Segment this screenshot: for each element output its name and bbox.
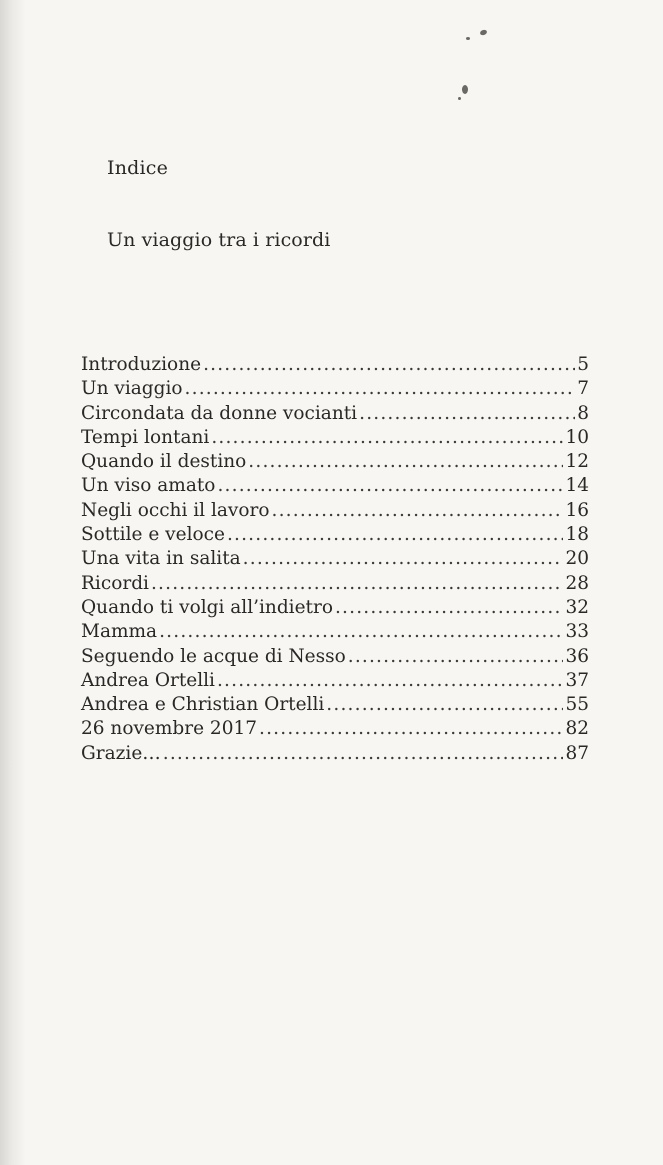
toc-entry-page-number: 12	[565, 451, 589, 473]
toc-dot-leader	[359, 402, 575, 426]
toc-entry-title: Ricordi	[81, 572, 149, 594]
toc-entry-title: Quando il destino	[81, 451, 247, 473]
toc-entry	[81, 499, 589, 523]
toc-dot-leader	[259, 717, 563, 741]
toc-dot-leader	[348, 645, 564, 669]
toc-entry	[81, 353, 589, 377]
toc-entry-page-number: 16	[565, 499, 589, 521]
toc-entry-title: Seguendo le acque di Nesso	[81, 645, 346, 667]
toc-entry	[81, 402, 589, 426]
toc-entry-title: Introduzione	[81, 354, 202, 375]
toc-dot-leader	[151, 572, 564, 596]
toc-entry-page-number: 7	[577, 378, 589, 400]
toc-entry-page-number: 18	[565, 524, 589, 546]
toc-entry-page-number: 28	[565, 572, 589, 594]
toc-entry-page-number: 8	[577, 402, 589, 424]
toc-entry-page-number: 32	[565, 596, 589, 618]
toc-entry-title: Andrea Ortelli	[81, 669, 215, 691]
toc-dot-leader	[159, 620, 563, 644]
toc-dot-leader	[203, 353, 575, 377]
toc-dot-leader	[185, 377, 576, 401]
paper-speck	[458, 97, 461, 100]
toc-dot-leader	[211, 426, 563, 450]
paper-speck	[466, 37, 470, 40]
bleed-through-text	[100, 940, 580, 960]
toc-entry	[81, 474, 589, 498]
toc-entry-title: Quando ti volgi all’indietro	[81, 596, 333, 618]
toc-entry	[81, 426, 589, 450]
toc-entry	[81, 596, 589, 620]
paper-speck	[462, 85, 468, 94]
toc-entry-title: Grazie…	[81, 742, 161, 764]
toc-entry-page-number: 87	[565, 742, 589, 764]
toc-entry	[81, 523, 589, 547]
toc-entry-title: Circondata da donne vocianti	[81, 402, 358, 424]
paper-speck	[479, 29, 487, 36]
toc-entry-title: Negli occhi il lavoro	[81, 499, 270, 521]
toc-dot-leader	[243, 547, 564, 571]
page-gutter-shadow	[0, 0, 26, 1165]
section-title: Un viaggio tra i ricordi	[107, 229, 331, 251]
toc-entry	[81, 620, 589, 644]
toc-dot-leader	[163, 742, 564, 766]
toc-dot-leader	[326, 693, 563, 717]
toc-dot-leader	[272, 499, 564, 523]
toc-entry	[81, 742, 589, 766]
toc-entry-title: Mamma	[81, 621, 158, 643]
toc-entry	[81, 717, 589, 741]
toc-dot-leader	[335, 596, 563, 620]
toc-dot-leader	[217, 669, 563, 693]
toc-entry-title: Andrea e Christian Ortelli	[81, 694, 325, 716]
toc-entry-page-number: 36	[565, 645, 589, 667]
toc-entry-page-number: 20	[565, 548, 589, 570]
page-title: Indice	[107, 157, 169, 179]
toc-dot-leader	[217, 474, 563, 498]
toc-entry	[81, 377, 589, 401]
toc-entry	[81, 450, 589, 474]
toc-entry	[81, 547, 589, 571]
toc-entry	[81, 572, 589, 596]
toc-entry-title: Un viaggio	[81, 378, 183, 400]
toc-entry-title: Una vita in salita	[81, 548, 241, 570]
toc-dot-leader	[248, 450, 563, 474]
toc-entry	[81, 645, 589, 669]
toc-entry-page-number: 82	[565, 718, 589, 740]
toc-entry-page-number: 55	[565, 694, 589, 716]
toc-entry-title: Sottile e veloce	[81, 524, 225, 546]
toc-entry-page-number: 37	[565, 669, 589, 691]
toc-entry	[81, 669, 589, 693]
toc-entry-page-number: 14	[565, 475, 589, 497]
toc-entry-title: Un viso amato	[81, 475, 216, 497]
toc-entry-page-number: 33	[565, 621, 589, 643]
toc-entry-title: Tempi lontani	[81, 426, 210, 448]
toc-entry-title: 26 novembre 2017	[81, 718, 258, 740]
toc-entry-page-number: 10	[565, 426, 589, 448]
table-of-contents	[81, 353, 589, 766]
toc-dot-leader	[227, 523, 564, 547]
toc-entry-page-number: 5	[577, 354, 589, 375]
toc-entry	[81, 693, 589, 717]
